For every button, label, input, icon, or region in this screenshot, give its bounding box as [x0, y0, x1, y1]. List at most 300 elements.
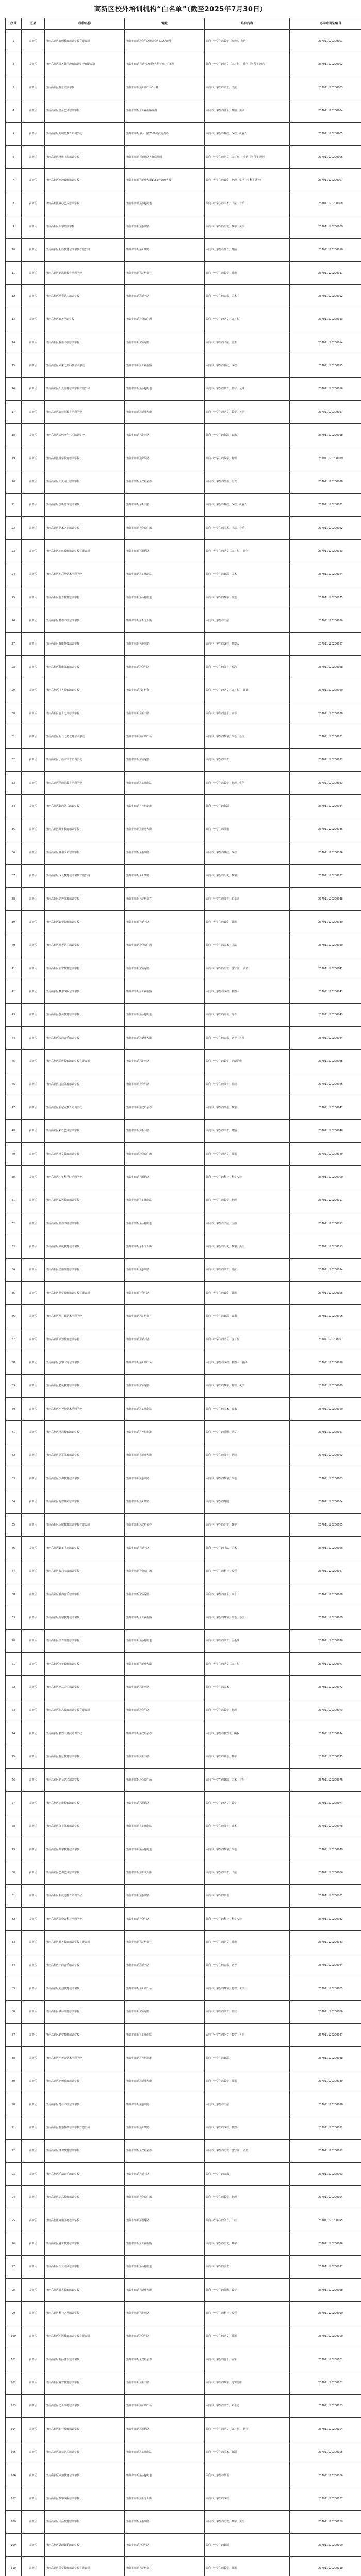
cell-training-content: 面向中小学生的体育、游泳: [205, 656, 290, 679]
table-row: [6, 470, 361, 494]
cell-serial-number: 30: [6, 702, 22, 725]
cell-training-content: 面向中小学生的数学、物理: [205, 2186, 290, 2209]
cell-license-number: 237011120200001: [290, 30, 361, 53]
cell-address: 济南市高新区舜泰广场: [125, 2395, 205, 2418]
cell-training-content: 面向中小学生的数学、物理: [205, 447, 290, 470]
cell-license-number: 237011120200107: [290, 2487, 361, 2511]
cell-district: 高新区: [22, 215, 45, 239]
table-row: [6, 957, 361, 980]
cell-address: 济南市高新区新宇路西侧世纪财富中心B座: [125, 53, 205, 76]
cell-district: 高新区: [22, 2116, 45, 2140]
cell-training-content: 面向中小学生的语文、数学、英语: [205, 2024, 290, 2047]
cell-serial-number: 11: [6, 262, 22, 285]
table-row: [6, 146, 361, 169]
cell-training-content: 面向中小学生的数学（奥数）、英语: [205, 30, 290, 53]
cell-address: 济南市高新区工业南路以南: [125, 99, 205, 123]
cell-address: 济南市高新区经十路7000号汉峪金谷: [125, 123, 205, 146]
cell-address: 济南市高新区工业南路: [125, 1606, 205, 1630]
cell-institution-name: 济南高新区阳光体育培训学校有限公司: [45, 378, 125, 401]
cell-address: 济南市高新区孙村街道: [125, 378, 205, 401]
cell-address: 济南市高新区港西路: [125, 424, 205, 447]
cell-district: 高新区: [22, 841, 45, 865]
cell-district: 高新区: [22, 1004, 45, 1027]
cell-license-number: 237011120200091: [290, 2116, 361, 2140]
table-row: [6, 1096, 361, 1120]
document-title: 高新区校外培训机构“白名单”（截至2025年7月30日）: [94, 6, 267, 13]
table-row: [6, 1375, 361, 1398]
cell-serial-number: 95: [6, 2209, 22, 2232]
cell-serial-number: 10: [6, 239, 22, 262]
cell-license-number: 237011120200010: [290, 239, 361, 262]
table-row: [6, 424, 361, 447]
cell-training-content: 面向中小学生的美术: [205, 749, 290, 772]
cell-district: 高新区: [22, 2371, 45, 2395]
cell-training-content: 面向中小学生的舞蹈、美术、音乐: [205, 1769, 290, 1792]
cell-license-number: 237011120200054: [290, 1259, 361, 1282]
cell-license-number: 237011120200088: [290, 2047, 361, 2070]
cell-training-content: 面向中小学生的语文（含写作）、数学: [205, 2418, 290, 2441]
cell-training-content: 面向中小学生的数学、逻辑思维: [205, 1050, 290, 1073]
cell-training-content: 面向中小学生的音乐、古筝: [205, 2348, 290, 2371]
cell-address: 济南市高新区孙村街道: [125, 1838, 205, 1861]
cell-training-content: 面向中小学生的科技、科学实验: [205, 1166, 290, 1189]
cell-institution-name: 济南高新区尚学教育培训学校有限公司: [45, 2557, 125, 2576]
cell-address: 济南市高新区工业南路: [125, 2024, 205, 2047]
cell-serial-number: 88: [6, 2047, 22, 2070]
cell-institution-name: 济南高新区探索者科技培训学校: [45, 1908, 125, 1931]
cell-address: 济南市高新区汉峪金谷: [125, 1096, 205, 1120]
cell-serial-number: 3: [6, 76, 22, 99]
cell-training-content: 面向中小学生的书法、国画: [205, 1212, 290, 1235]
cell-institution-name: 济南高新区翩翩舞蹈培训学校: [45, 2534, 125, 2557]
cell-address: 济南市高新区孙村街道: [125, 2464, 205, 2487]
header-license-number: 办学许可证编号: [290, 18, 361, 30]
cell-institution-name: 济南高新区声韵音乐培训学校: [45, 1954, 125, 1977]
cell-address: 济南市高新区舜华路: [125, 1699, 205, 1722]
cell-serial-number: 64: [6, 1490, 22, 1514]
table-row: [6, 749, 361, 772]
cell-training-content: 面向中小学生的书法、美术: [205, 331, 290, 354]
cell-license-number: 237011120200068: [290, 1583, 361, 1606]
table-row: [6, 586, 361, 609]
table-row: [6, 53, 361, 76]
cell-license-number: 237011120200075: [290, 1745, 361, 1769]
cell-address: 济南市高新区孙村街道: [125, 586, 205, 609]
cell-address: 济南市高新区工业南路: [125, 2441, 205, 2464]
cell-address: 济南市高新区新宇路: [125, 1537, 205, 1560]
cell-license-number: 237011120200074: [290, 1722, 361, 1745]
cell-training-content: 面向中小学生的数学、英语: [205, 1838, 290, 1861]
header-training-content: 培训内容: [205, 18, 290, 30]
cell-training-content: 面向中小学生的美术、书法、音乐: [205, 517, 290, 540]
table-row: [6, 239, 361, 262]
cell-training-content: 面向中小学生的体育、跆拳道: [205, 888, 290, 911]
cell-training-content: 面向中小学生的音乐、声乐: [205, 1583, 290, 1606]
cell-serial-number: 71: [6, 1653, 22, 1676]
table-row: [6, 540, 361, 563]
cell-serial-number: 6: [6, 146, 22, 169]
cell-license-number: 237011120200048: [290, 1120, 361, 1143]
cell-training-content: 面向中小学生的音乐、美术: [205, 285, 290, 308]
table-row: [6, 1259, 361, 1282]
cell-license-number: 237011120200081: [290, 1885, 361, 1908]
cell-address: 济南市高新区舜泰广场: [125, 1560, 205, 1583]
cell-address: 济南市高新区新宇路: [125, 702, 205, 725]
table-row: [6, 679, 361, 702]
table-row: [6, 308, 361, 331]
table-row: [6, 354, 361, 378]
table-row: [6, 1282, 361, 1305]
cell-training-content: 面向中小学生的书法: [205, 2093, 290, 2116]
cell-address: 济南市高新区舜华路: [125, 1490, 205, 1514]
table-row: [6, 1815, 361, 1838]
cell-institution-name: 济南高新区音乐之声培训学校: [45, 702, 125, 725]
cell-institution-name: 济南高新区正道教育培训学校: [45, 1792, 125, 1815]
cell-district: 高新区: [22, 354, 45, 378]
cell-address: 济南市高新区舜泰广场: [125, 934, 205, 957]
cell-license-number: 237011120200041: [290, 957, 361, 980]
cell-license-number: 237011120200039: [290, 911, 361, 934]
cell-serial-number: 109: [6, 2534, 22, 2557]
cell-district: 高新区: [22, 2186, 45, 2209]
cell-institution-name: 济南高新区启明星教育培训学校: [45, 123, 125, 146]
cell-training-content: 面向中小学生的美术、舞蹈: [205, 1120, 290, 1143]
table-row: [6, 2511, 361, 2534]
cell-license-number: 237011120200072: [290, 1676, 361, 1699]
cell-training-content: 面向中小学生的数学、英语: [205, 1467, 290, 1490]
cell-training-content: 面向中小学生的语文（含写作）、数学（学科类除外）: [205, 53, 290, 76]
cell-institution-name: 济南高新区思源艺术培训学校: [45, 99, 125, 123]
cell-institution-name: 济南高新区智汇培训学校: [45, 76, 125, 99]
table-row: [6, 447, 361, 470]
cell-license-number: 237011120200045: [290, 1050, 361, 1073]
cell-serial-number: 89: [6, 2070, 22, 2093]
cell-address: 济南市高新区舜华路: [125, 447, 205, 470]
cell-serial-number: 68: [6, 1583, 22, 1606]
cell-license-number: 237011120200020: [290, 470, 361, 494]
cell-institution-name: 济南高新区跃动体育培训学校: [45, 2001, 125, 2024]
table-row: [6, 1977, 361, 2001]
table-row: [6, 2116, 361, 2140]
cell-address: 济南市高新区新泺大街: [125, 2487, 205, 2511]
cell-training-content: 面向中小学生的英语: [205, 818, 290, 841]
cell-serial-number: 15: [6, 354, 22, 378]
cell-address: 济南市高新区新宇路: [125, 1745, 205, 1769]
cell-license-number: 237011120200032: [290, 749, 361, 772]
cell-training-content: 面向中小学生的语文（含写作）、英语: [205, 2140, 290, 2163]
cell-district: 高新区: [22, 76, 45, 99]
cell-district: 高新区: [22, 795, 45, 818]
cell-serial-number: 70: [6, 1630, 22, 1653]
cell-training-content: 面向中小学生的语文、数学: [205, 1792, 290, 1815]
cell-license-number: 237011120200096: [290, 2232, 361, 2256]
cell-district: 高新区: [22, 517, 45, 540]
table-row: [6, 1722, 361, 1745]
cell-district: 高新区: [22, 1769, 45, 1792]
cell-serial-number: 59: [6, 1375, 22, 1398]
cell-address: 济南市高新区舜华路: [125, 1073, 205, 1096]
cell-district: 高新区: [22, 1282, 45, 1305]
cell-district: 高新区: [22, 702, 45, 725]
cell-license-number: 237011120200015: [290, 354, 361, 378]
cell-district: 高新区: [22, 1861, 45, 1885]
cell-serial-number: 33: [6, 772, 22, 795]
cell-address: 济南市高新区工业南路: [125, 772, 205, 795]
cell-serial-number: 97: [6, 2256, 22, 2279]
cell-district: 高新区: [22, 2279, 45, 2302]
cell-district: 高新区: [22, 1815, 45, 1838]
cell-serial-number: 107: [6, 2487, 22, 2511]
table-row: [6, 2348, 361, 2371]
cell-address: 济南市高新区工业南路: [125, 1815, 205, 1838]
cell-license-number: 237011120200037: [290, 865, 361, 888]
table-row: [6, 934, 361, 957]
cell-training-content: 面向中小学生的美术、书法: [205, 1861, 290, 1885]
cell-district: 高新区: [22, 2348, 45, 2371]
cell-training-content: 面向中小学生的体育、羽毛球: [205, 1630, 290, 1653]
cell-district: 高新区: [22, 494, 45, 517]
cell-district: 高新区: [22, 540, 45, 563]
cell-serial-number: 86: [6, 2001, 22, 2024]
cell-serial-number: 46: [6, 1073, 22, 1096]
cell-institution-name: 济南高新区明远教育培训学校有限公司: [45, 2325, 125, 2348]
cell-license-number: 237011120200071: [290, 1653, 361, 1676]
table-row: [6, 1467, 361, 1490]
cell-address: 济南市高新区新宇路: [125, 1328, 205, 1351]
cell-district: 高新区: [22, 2325, 45, 2348]
cell-serial-number: 24: [6, 563, 22, 586]
cell-training-content: 面向中小学生的书法、美术: [205, 1537, 290, 1560]
cell-serial-number: 45: [6, 1050, 22, 1073]
table-row: [6, 1583, 361, 1606]
table-row: [6, 2001, 361, 2024]
cell-institution-name: 济南高新区知行教育培训学校: [45, 2418, 125, 2441]
cell-institution-name: 济南高新区绘梦美术培训学校: [45, 2256, 125, 2279]
cell-serial-number: 1: [6, 30, 22, 53]
cell-institution-name: 济南高新区动感体育培训学校: [45, 1259, 125, 1282]
table-header-row: [6, 18, 361, 30]
cell-training-content: 面向中小学生的语文、英语: [205, 2325, 290, 2348]
table-row: [6, 1351, 361, 1375]
cell-serial-number: 51: [6, 1189, 22, 1212]
cell-institution-name: 济南高新区悦读教育培训学校: [45, 1004, 125, 1027]
table-row: [6, 2487, 361, 2511]
cell-training-content: 面向中小学生的数学、英语: [205, 586, 290, 609]
cell-serial-number: 75: [6, 1745, 22, 1769]
cell-address: 济南市高新区舜华路: [125, 865, 205, 888]
cell-district: 高新区: [22, 2302, 45, 2325]
cell-license-number: 237011120200053: [290, 1235, 361, 1259]
cell-district: 高新区: [22, 1351, 45, 1375]
cell-serial-number: 44: [6, 1027, 22, 1050]
table-row: [6, 1931, 361, 1954]
cell-training-content: 面向中小学生的数学、物理、化学（学科类除外）: [205, 169, 290, 192]
cell-license-number: 237011120200021: [290, 494, 361, 517]
cell-institution-name: 济南高新区极客编程培训学校: [45, 2487, 125, 2511]
cell-license-number: 237011120200016: [290, 378, 361, 401]
cell-training-content: 面向中小学生的音乐: [205, 2163, 290, 2186]
cell-institution-name: 济南高新区飞跃体育培训学校: [45, 1073, 125, 1096]
table-row: [6, 2070, 361, 2093]
cell-district: 高新区: [22, 1421, 45, 1444]
cell-institution-name: 济南高新区育才培训学校: [45, 308, 125, 331]
cell-institution-name: 济南高新区智远教育培训学校: [45, 1745, 125, 1769]
cell-district: 高新区: [22, 1954, 45, 1977]
cell-training-content: 面向中小学生的语文（含写作）、阅读: [205, 679, 290, 702]
cell-institution-name: 济南高新区少年科学院培训学校: [45, 1166, 125, 1189]
cell-license-number: 237011120200085: [290, 1977, 361, 2001]
cell-license-number: 237011120200036: [290, 841, 361, 865]
cell-serial-number: 93: [6, 2163, 22, 2186]
cell-address: 济南市高新区孙村街道: [125, 192, 205, 215]
cell-serial-number: 65: [6, 1514, 22, 1537]
cell-license-number: 237011120200009: [290, 215, 361, 239]
cell-institution-name: 济南高新区智能科技培训学校: [45, 633, 125, 656]
cell-address: 济南市高新区孙村街道: [125, 1421, 205, 1444]
cell-address: 济南市高新区工业南路: [125, 1189, 205, 1212]
cell-district: 高新区: [22, 331, 45, 354]
cell-training-content: 面向中小学生的科技、编程: [205, 354, 290, 378]
cell-serial-number: 92: [6, 2140, 22, 2163]
cell-serial-number: 85: [6, 1977, 22, 2001]
cell-training-content: 面向中小学生的数学、英语: [205, 2557, 290, 2576]
cell-training-content: 面向中小学生的音乐、钢琴: [205, 702, 290, 725]
cell-address: 济南市高新区舜泰广场: [125, 308, 205, 331]
cell-institution-name: 济南高新区新思维教育培训学校: [45, 262, 125, 285]
cell-training-content: 面向中小学生的舞蹈: [205, 795, 290, 818]
cell-serial-number: 90: [6, 2093, 22, 2116]
cell-institution-name: 济南高新区远航教育培训学校有限公司: [45, 1514, 125, 1537]
table-row: [6, 1004, 361, 1027]
cell-address: 济南市高新区舜泰广场: [125, 1977, 205, 2001]
cell-license-number: 237011120200023: [290, 540, 361, 563]
cell-institution-name: 济南高新区健康体育培训学校: [45, 656, 125, 679]
cell-serial-number: 4: [6, 99, 22, 123]
cell-institution-name: 济南高新区英杰教育培训学校: [45, 2279, 125, 2302]
cell-address: 济南市高新区舜泰广场8号楼: [125, 76, 205, 99]
cell-license-number: 237011120200011: [290, 262, 361, 285]
cell-training-content: 面向中小学生的体育、篮球: [205, 1073, 290, 1096]
cell-institution-name: 济南高新区智造科技培训学校有限公司: [45, 2116, 125, 2140]
cell-license-number: 237011120200006: [290, 146, 361, 169]
cell-license-number: 237011120200094: [290, 2186, 361, 2209]
table-row: [6, 1212, 361, 1235]
table-row: [6, 1328, 361, 1351]
table-row: [6, 2186, 361, 2209]
cell-district: 高新区: [22, 1073, 45, 1096]
cell-training-content: 面向中小学生的舞蹈: [205, 2047, 290, 2070]
cell-license-number: 237011120200101: [290, 2348, 361, 2371]
cell-institution-name: 济南高新区卓然教育培训学校: [45, 2464, 125, 2487]
table-row: [6, 1699, 361, 1722]
cell-serial-number: 39: [6, 911, 22, 934]
cell-institution-name: 济南高新区博文教育培训学校: [45, 1143, 125, 1166]
cell-license-number: 237011120200044: [290, 1027, 361, 1050]
cell-license-number: 237011120200027: [290, 633, 361, 656]
cell-institution-name: 济南高新区创客空间培训学校: [45, 1351, 125, 1375]
cell-institution-name: 济南高新区科创少年培训学校: [45, 841, 125, 865]
cell-institution-name: 济南高新区文华教育培训学校: [45, 1653, 125, 1676]
cell-address: 济南市高新区新宇路: [125, 2371, 205, 2395]
cell-district: 高新区: [22, 1189, 45, 1212]
cell-license-number: 237011120200078: [290, 1815, 361, 1838]
cell-serial-number: 5: [6, 123, 22, 146]
cell-training-content: 面向中小学生的数学、物理、化学: [205, 772, 290, 795]
cell-address: 济南市高新区舜华路: [125, 1908, 205, 1931]
cell-serial-number: 57: [6, 1328, 22, 1351]
cell-license-number: 237011120200104: [290, 2418, 361, 2441]
cell-license-number: 237011120200083: [290, 1931, 361, 1954]
cell-institution-name: 济南高新区金色童年艺术培训学校: [45, 424, 125, 447]
cell-license-number: 237011120200060: [290, 1398, 361, 1421]
cell-district: 高新区: [22, 1120, 45, 1143]
cell-institution-name: 济南高新区画意美术培训学校: [45, 1676, 125, 1699]
cell-address: 济南市高新区颖秀路: [125, 1375, 205, 1398]
cell-serial-number: 52: [6, 1212, 22, 1235]
cell-district: 高新区: [22, 1676, 45, 1699]
table-row: [6, 262, 361, 285]
cell-serial-number: 29: [6, 679, 22, 702]
cell-district: 高新区: [22, 1699, 45, 1722]
cell-district: 高新区: [22, 2441, 45, 2464]
cell-institution-name: 济南高新区小天使艺术培训学校: [45, 1398, 125, 1421]
table-row: [6, 1398, 361, 1421]
cell-training-content: 面向中小学生的英语、数学: [205, 1745, 290, 1769]
cell-training-content: 面向中小学生的语文、数学: [205, 2232, 290, 2256]
cell-training-content: 面向中小学生的语文、数学、英语: [205, 1235, 290, 1259]
table-row: [6, 192, 361, 215]
cell-district: 高新区: [22, 865, 45, 888]
table-row: [6, 1189, 361, 1212]
cell-training-content: 面向中小学生的语文（含写作）、英语（学科类除外）: [205, 146, 290, 169]
cell-license-number: 237011120200109: [290, 2534, 361, 2557]
cell-serial-number: 25: [6, 586, 22, 609]
cell-institution-name: 济南高新区活力体育培训学校: [45, 1630, 125, 1653]
cell-license-number: 237011120200097: [290, 2256, 361, 2279]
cell-serial-number: 42: [6, 980, 22, 1004]
cell-serial-number: 56: [6, 1305, 22, 1328]
cell-serial-number: 47: [6, 1096, 22, 1120]
cell-serial-number: 69: [6, 1606, 22, 1630]
cell-license-number: 237011120200029: [290, 679, 361, 702]
cell-serial-number: 36: [6, 841, 22, 865]
cell-license-number: 237011120200066: [290, 1537, 361, 1560]
cell-training-content: 面向中小学生的数学、英语、语文: [205, 725, 290, 749]
cell-training-content: 面向中小学生的编程: [205, 2487, 290, 2511]
cell-institution-name: 济南高新区聚贤教育培训学校: [45, 911, 125, 934]
cell-serial-number: 20: [6, 470, 22, 494]
cell-institution-name: 济南高新区博雅书院培训学校: [45, 146, 125, 169]
cell-district: 高新区: [22, 2047, 45, 2070]
cell-license-number: 237011120200089: [290, 2070, 361, 2093]
table-row: [6, 123, 361, 146]
cell-address: 济南市高新区颖秀路齐鲁软件园: [125, 146, 205, 169]
cell-district: 高新区: [22, 2534, 45, 2557]
cell-license-number: 237011120200110: [290, 2557, 361, 2576]
cell-training-content: 面向中小学生的科技、编程、机器人: [205, 123, 290, 146]
table-row: [6, 2395, 361, 2418]
table-row: [6, 772, 361, 795]
cell-address: 济南市高新区舜华路: [125, 239, 205, 262]
table-row: [6, 1653, 361, 1676]
cell-serial-number: 16: [6, 378, 22, 401]
table-row: [6, 1560, 361, 1583]
cell-institution-name: 济南高新区小画家美术培训学校: [45, 749, 125, 772]
cell-license-number: 237011120200084: [290, 1954, 361, 1977]
header-serial-number: 序号: [6, 18, 22, 30]
cell-institution-name: 济南高新区智创教育培训学校有限公司: [45, 30, 125, 53]
cell-serial-number: 79: [6, 1838, 22, 1861]
